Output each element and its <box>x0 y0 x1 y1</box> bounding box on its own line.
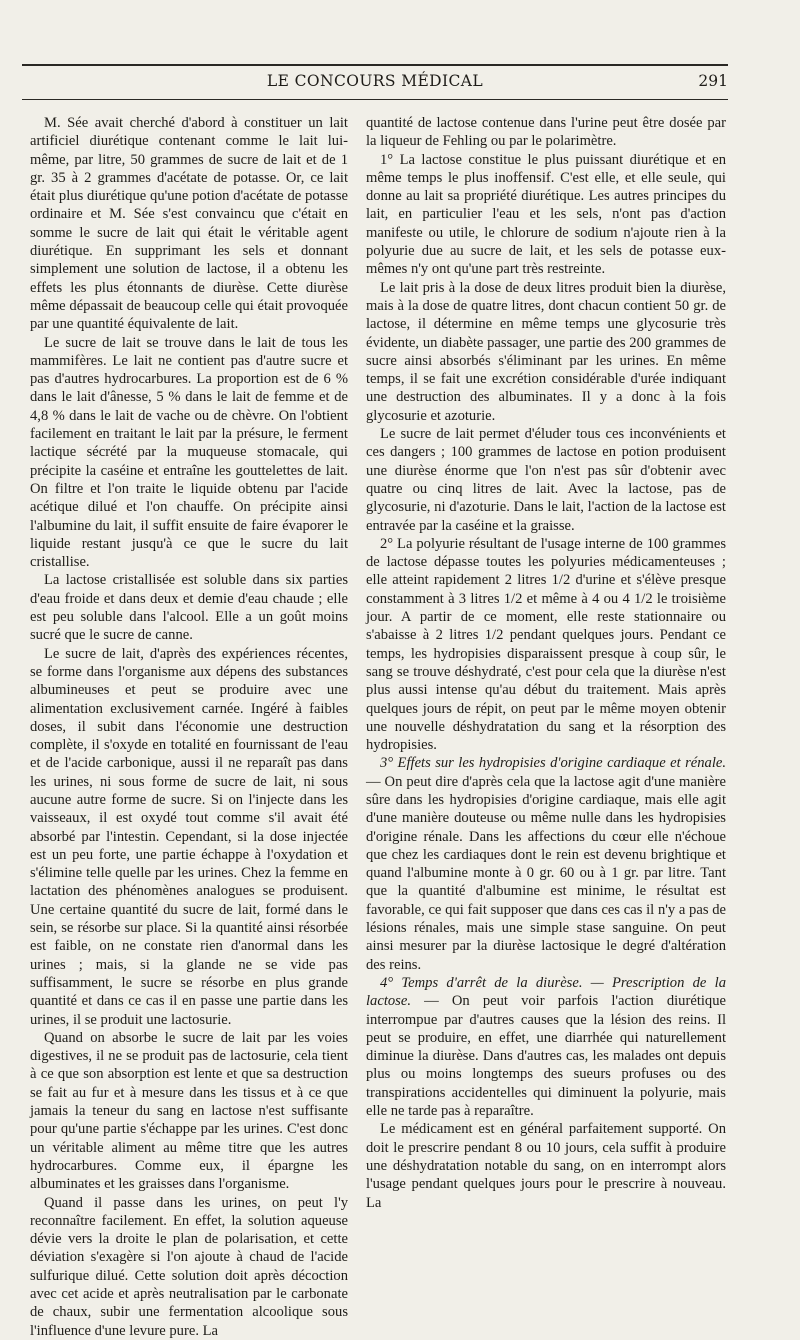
section-heading: 4° Temps d'arrêt de la diurèse. — Prescription de la lactose. <box>366 974 726 1010</box>
right-column <box>366 114 726 1211</box>
page-number: 291 <box>698 72 728 90</box>
header-rule <box>22 99 728 100</box>
paragraph: Le sucre de lait se trouve dans le lait de tous les mammifères. Le lait ne contient pas d'autre sucre et pas d'autres hydrocarbures. La proportion est de 6 % dans le lait d'ânesse, 5 % dans le lait de femme et de 4,8 % dans le lait de vache ou de chèvre. On l'obtient facilement en traitant le lait par la présure, le ferment lactique sécrété par la muqueuse stomacale, qui précipite la caséine et entraîne les gouttelettes de lait. On filtre et l'on traite le liquide obtenu par l'acide acétique dilué et l'on chauffe. On précipite ainsi l'albumine du lait, il suffit ensuite de faire évaporer le liquide restant jusqu'à ce que le sucre du lait cristallise. <box>30 334 348 571</box>
section-body: — On peut voir parfois l'action diurétique interrompue par d'autres causes que la lésion des reins. Il peut se produire, en effet, une diarrhée qui naturellement diminue la diurèse. Dans d'autres cas, les malades ont depuis plus ou moins longtemps des sueurs profuses ou des transpirations accidentelles qui diminuent la polyurie, mais elle ne tarde pas à reparaître. <box>366 993 726 1120</box>
running-title: LE CONCOURS MÉDICAL <box>266 72 484 90</box>
paragraph: La lactose cristallisée est soluble dans six parties d'eau froide et dans deux et demie d'eau chaude ; elle est peu soluble dans l'alcool. Elle a un goût moins sucré que le sucre de canne. <box>30 572 348 644</box>
paragraph: Le sucre de lait, d'après des expériences récentes, se forme dans l'organisme aux dépens des substances albumineuses et peut se produire avec une alimentation exclusivement carnée. Ingéré à faibles doses, il subit dans l'économie une destruction complète, il s'oxyde en totalité en fournissant de l'eau et de l'acide carbonique, aussi il ne reparaît pas dans les urines, ni sous forme de sucre de lait, ni sous aucune autre forme de sucre. Si on l'injecte dans les vaisseaux, il est oxydé tout comme s'il avait été absorbé par l'intestin. Cependant, si la dose injectée est un peu forte, une partie échappe à l'oxydation et s'élimine telle quelle par les urines. Chez la femme en lactation des phénomènes analogues se produisent. Une certaine quantité du sucre de lait, formé dans le sein, se résorbe sur place. Si la quantité ainsi résorbée est faible, on ne constate rien d'anormal dans les urines ; mais, si la glande ne se vide pas suffisamment, le sucre se résorbe en plus grande quantité et dans ce cas il en passe une partie dans les urines, il se produit une lactosurie. <box>30 645 348 1028</box>
paragraph: Le sucre de lait permet d'éluder tous ces inconvénients et ces dangers ; 100 grammes de lactose en potion produisent une diurèse énorme que l'on n'est pas sûr d'obtenir avec quatre ou cinq litres de lait. Avec la lactose, pas de glycosurie, ni d'azoturie. Dans le lait, l'action de la lactose est entravée par la caséine et la graisse. <box>366 426 726 534</box>
section-heading: 3° Effets sur les hydropisies d'origine cardiaque et rénale. <box>380 755 726 772</box>
paragraph: 1° La lactose constitue le plus puissant diurétique et en même temps le plus inoffensif. C'est elle, et elle seule, qui donne au lait sa propriété diurétique. Les autres principes du lait, en particulier l'eau et les sels, n'ont pas d'action manifeste ou utile, le chlorure de sodium n'ajoute rien à la polyurie due au sucre de lait, et les sels de potasse eux-mêmes n'y ont qu'une part très restreinte. <box>366 151 726 278</box>
paragraph: Le médicament est en général parfaitement supporté. On doit le prescrire pendant 8 ou 10 jours, cela suffit à produire une déshydratation notable du sang, on en interrompt alors l'usage pendant quelques jours pour le prescrire à nouveau. La <box>366 1121 726 1211</box>
paragraph: M. Sée avait cherché d'abord à constituer un lait artificiel diurétique contenant comme le lait lui-même, par litre, 50 grammes de sucre de lait et de 1 gr. 35 à 2 grammes d'acétate de potasse. Or, ce lait était plus diurétique qu'une potion d'acétate de potasse ordinaire et M. Sée s'est convaincu que c'était en somme le sucre de lait qui était le véritable agent diurétique. En supprimant les sels et donnant simplement une solution de lactose, il a obtenu les effets les plus étonnants de diurèse. Cette diurèse même dépassait de beaucoup celle qui était provoquée par une quantité équivalente de lait. <box>30 115 348 333</box>
paragraph: Quand on absorbe le sucre de lait par les voies digestives, il ne se produit pas de lactosurie, cela tient à ce que son absorption est lente et que sa destruction se fait au fur et à mesure dans les tissus et à ce que jamais la teneur du sang en lactose n'est suffisante pour qu'une partie s'échappe par les urines. C'est donc un véritable aliment au même titre que les autres hydrocarbures. Comme eux, il épargne les albuminates et les graisses dans l'organisme. <box>30 1029 348 1193</box>
top-rule <box>22 64 728 66</box>
left-column <box>30 114 348 1339</box>
page-header <box>22 68 728 98</box>
paragraph: Le lait pris à la dose de deux litres produit bien la diurèse, mais à la dose de quatre litres, dont chacun contient 50 gr. de lactose, il détermine en même temps une glycosurie très évidente, un diabète passager, une partie des 200 grammes de sucre ainsi absorbés s'éliminant par les urines. En même temps, il se fait une excrétion considérable d'urée indiquant une destruction des albuminates. Il y a donc à la fois glycosurie et azoturie. <box>366 279 726 424</box>
paragraph: Quand il passe dans les urines, on peut l'y reconnaître facilement. En effet, la solution aqueuse dévie vers la droite le plan de polarisation, et cette déviation s'exagère si l'on ajoute à chaud de l'acide sulfurique dilué. Cette solution doit après décoction avec cet acide et après neutralisation par le carbonate de chaux, subir une fermentation alcoolique sous l'influence d'une levure pure. La <box>30 1194 348 1339</box>
paragraph: quantité de lactose contenue dans l'urine peut être dosée par la liqueur de Fehling ou par le polarimètre. <box>366 115 726 150</box>
paragraph: 2° La polyurie résultant de l'usage interne de 100 grammes de lactose dépasse toutes les polyuries médicamenteuses ; elle atteint rapidement 2 litres 1/2 d'urine et s'élève presque constamment à 3 litres 1/2 et même à 4 ou 4 1/2 le troisième jour. A partir de ce moment, elle reste stationnaire ou s'abaisse à 2 litres 1/2 pendant quelques jours. Pendant ce temps, les hydropisies disparaissent presque à coup sûr, le sang se trouve déshydraté, c'est pour cela que la diurèse n'est plus aussi intense qu'au début du traitement. Mais après quelques jours de répit, on peut par le même moyen obtenir une nouvelle déshydratation du sang et la résorption des hydropisies. <box>366 535 726 754</box>
section-paragraph <box>366 754 726 974</box>
section-paragraph <box>366 974 726 1120</box>
section-body: — On peut dire d'après cela que la lactose agit d'une manière sûre dans les hydropisies d'origine cardiaque, mais elle agit d'une manière douteuse ou même nulle dans les hydropisies d'origine rénale. Dans les affections du cœur elle n'échoue que chez les cardiaques dont le rein est devenu brightique et quand l'albumine monte à 0 gr. 60 ou à 1 gr. par litre. Tant que la quantité d'albumine est minime, le résultat est favorable, ce qui fait supposer que dans ces cas il n'y a pas de lésions rénales, mais une simple stase sanguine. On peut ainsi mesurer par la diurèse lactosique le degré d'altération des reins. <box>366 773 726 973</box>
